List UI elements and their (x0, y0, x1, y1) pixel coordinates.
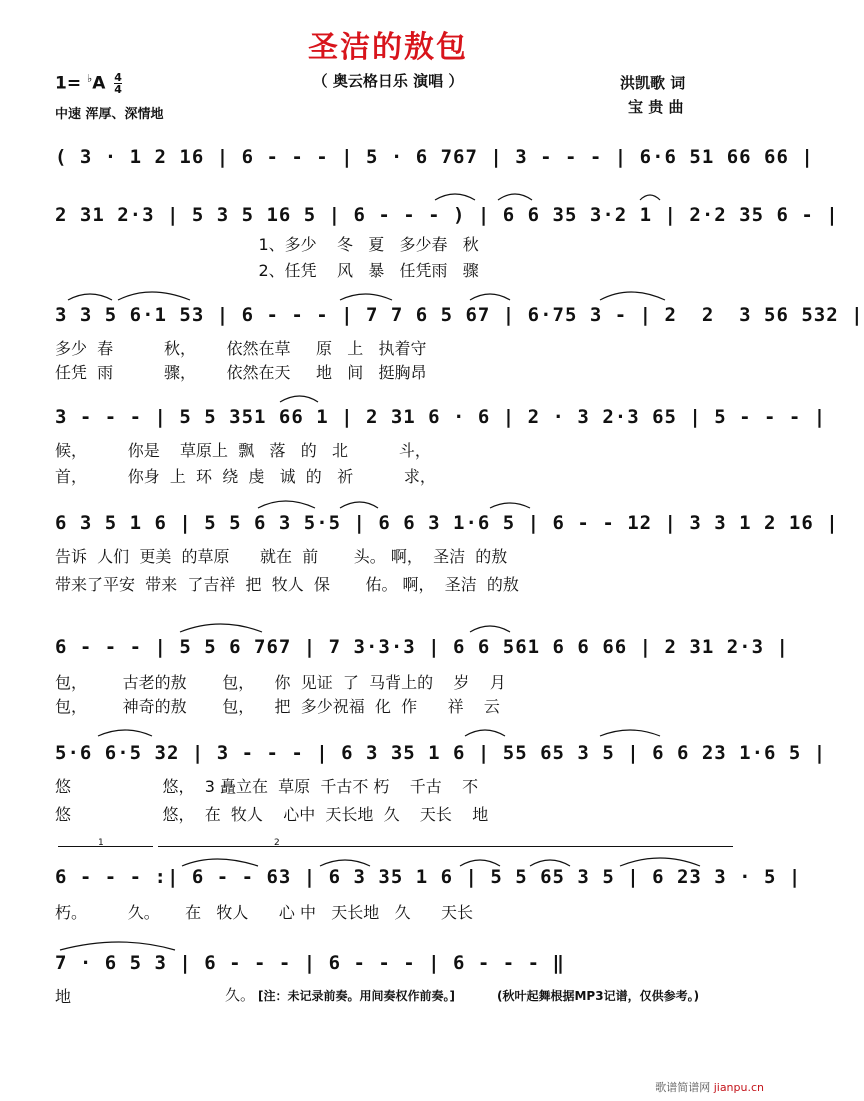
notes-line: 6 - - - | 5 5 6 767 | 7 3·3·3 | 6 6 561 6 6 66 | 2 31 2·3 | (55, 636, 789, 658)
slur (182, 859, 258, 866)
notes-line: 7 · 6 5 3 | 6 - - - | 6 - - - | 6 - - - ‖ (55, 952, 565, 974)
slur (60, 942, 175, 950)
watermark-site: 歌谱简谱网 (655, 1081, 711, 1094)
notes-line: 5·6 6·5 32 | 3 - - - | 6 3 35 1 6 | 55 65 3 5 | 6 6 23 1·6 5 | (55, 742, 827, 764)
final-lyric: 久。 (225, 986, 256, 1004)
annotation-prelude: [注：未记录前奏。用间奏权作前奏。] (258, 989, 455, 1003)
lyric-verse-1: 1、多少 冬 夏 多少春 秋 (55, 235, 479, 254)
slur (530, 860, 570, 866)
slur (620, 858, 700, 866)
notes-line: 6 3 5 1 6 | 5 5 6 3 5·5 | 6 6 3 1·6 5 | 6 - - 12 | 3 3 1 2 16 | (55, 512, 839, 534)
notes-line: 3 - - - | 5 5 351 66 1 | 2 31 6 · 6 | 2 · 3 2·3 65 | 5 - - - | (55, 406, 827, 428)
slur (258, 501, 315, 508)
lyric-verse-2: 任凭 雨 骤， 依然在天 地 间 挺胸昂 (55, 363, 427, 382)
volta-2-label: 2 (274, 838, 280, 848)
slur (498, 194, 532, 200)
annotation-source: (秋叶起舞根据MP3记谱，仅供参考。) (497, 989, 700, 1003)
slur (98, 730, 152, 736)
notes-line: 2 31 2·3 | 5 3 5 16 5 | 6 - - - ) | 6 6 35 3·2 1 | 2·2 35 6 - | (55, 204, 839, 226)
watermark-url: jianpu.cn (713, 1081, 764, 1094)
slur (280, 396, 318, 402)
slur (465, 730, 505, 736)
slur (460, 860, 500, 866)
slur (180, 624, 262, 632)
composer-credit: 宝 贵 曲 (628, 98, 684, 116)
lyric-verse-1: 候， 你是 草原上 飘 落 的 北 斗， (55, 441, 431, 460)
performer-subtitle: （ 奥云格日乐 演唱 ） (312, 72, 464, 90)
watermark (655, 1079, 764, 1095)
tempo-marking: 中速 浑厚、深情地 (55, 107, 164, 122)
slur (600, 292, 665, 300)
lyric-verse-1: 朽。 久。 在 牧人 心 中 天长地 久 天长 (55, 903, 474, 922)
lyric-verse-2: 2、任凭 风 暴 任凭雨 骤 (55, 261, 479, 280)
slur (340, 294, 392, 300)
slur (640, 195, 660, 200)
lyric-verse-2: 首， 你身 上 环 绕 虔 诚 的 祈 求， (55, 467, 436, 486)
slur (470, 626, 510, 632)
page-title: 圣洁的敖包 (308, 30, 468, 65)
slur (600, 730, 660, 736)
key-prefix: 1= (55, 73, 87, 94)
lyric-verse-2: 包， 神奇的敖 包， 把 多少祝福 化 作 祥 云 (55, 697, 500, 716)
volta-1-label: 1 (98, 838, 104, 848)
slur (320, 860, 370, 866)
notes-line: ( 3 · 1 2 16 | 6 - - - | 5 · 6 767 | 3 - - - | 6·6 51 66 66 | (55, 146, 814, 168)
lyricist-credit: 洪凯歌 词 (620, 74, 686, 92)
notes-line: 6 - - - :| 6 - - 63 | 6 3 35 1 6 | 5 5 65 3 5 | 6 23 3 · 5 | (55, 866, 802, 888)
time-top: 4 (114, 71, 122, 85)
lyric-verse-1: 多少 春 秋， 依然在草 原 上 执着守 (55, 339, 427, 358)
lyric-verse-1: 告诉 人们 更美 的草原 就在 前 头。 啊， 圣洁 的敖 (55, 547, 508, 566)
slur (118, 292, 190, 300)
slur (435, 194, 475, 200)
lyric-verse-1: 地 (55, 987, 72, 1006)
lyric-verse-1: 悠 悠， 3 矗立在 草原 千古不 朽 千古 不 (55, 777, 479, 796)
key-note: A (92, 73, 106, 94)
flat-sign: ♭ (87, 72, 93, 85)
lyric-verse-1: 包， 古老的敖 包， 你 见证 了 马背上的 岁 月 (55, 673, 506, 692)
notes-line: 3 3 5 6·1 53 | 6 - - - | 7 7 6 5 67 | 6·75 3 - | 2 2 3 56 532 | (55, 304, 864, 326)
slur (490, 503, 530, 508)
time-bottom: 4 (114, 83, 122, 97)
slur (470, 294, 510, 300)
lyric-verse-2: 悠 悠， 在 牧人 心中 天长地 久 天长 地 (55, 805, 489, 824)
lyric-verse-2: 带来了平安 带来 了吉祥 把 牧人 保 佑。 啊， 圣洁 的敖 (55, 575, 519, 594)
slur (68, 294, 112, 300)
slur (340, 502, 378, 508)
